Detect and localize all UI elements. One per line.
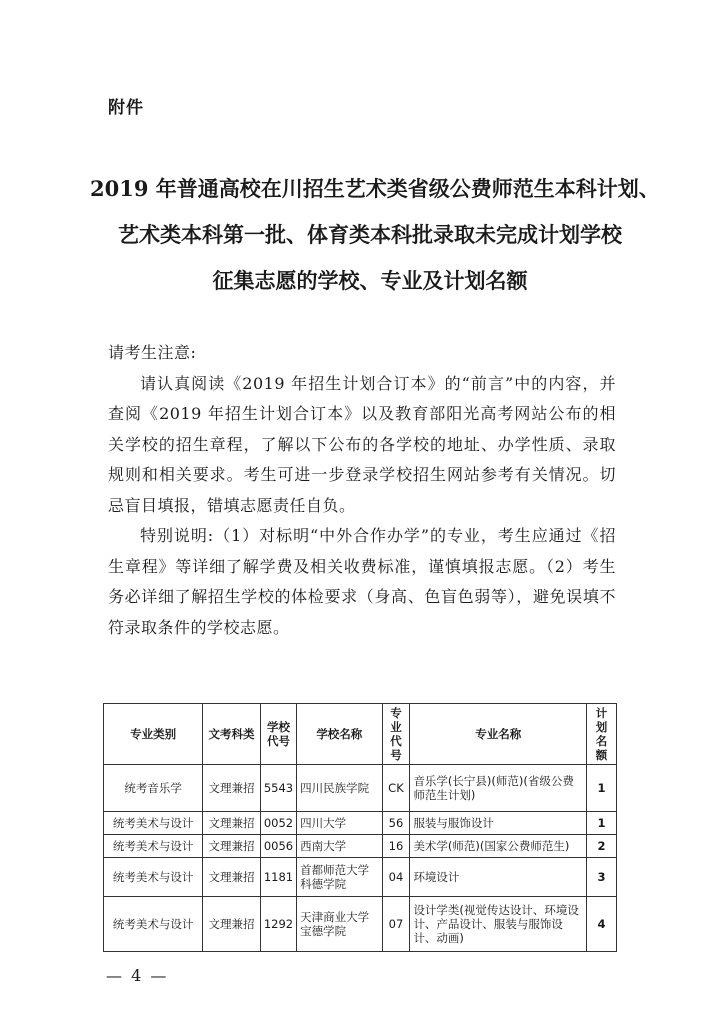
notice-paragraph-2: 特别说明:（1）对标明“中外合作办学”的专业，考生应通过《招生章程》等详细了解学费及相关收费标准，谨慎填报志愿。（2）考生务必详细了解招生学校的体检要求（身高、色盲色弱等），避免误填不符录取条件的学校志愿。 xyxy=(108,526,616,637)
header-quota: 计划名额 xyxy=(587,704,617,765)
cell-subject: 文理兼招 xyxy=(203,765,261,812)
notice-heading: 请考生注意: xyxy=(108,343,197,362)
cell-major-code: 56 xyxy=(382,812,410,835)
cell-school-name: 四川民族学院 xyxy=(297,765,382,812)
notice-section xyxy=(108,338,616,643)
cell-school-name: 首都师范大学科德学院 xyxy=(297,858,382,897)
cell-school-code: 0052 xyxy=(260,812,296,835)
cell-major-name: 设计学类(视觉传达设计、环境设计、产品设计、服装与服饰设计、动画) xyxy=(410,897,587,952)
title-line-1: 2019 年普通高校在川招生艺术类省级公费师范生本科计划、 xyxy=(90,176,660,201)
cell-school-name: 天津商业大学宝德学院 xyxy=(297,897,382,952)
attachment-label: 附件 xyxy=(108,98,144,118)
cell-subject: 文理兼招 xyxy=(203,897,261,952)
header-major-name: 专业名称 xyxy=(410,704,587,765)
table-row xyxy=(104,897,617,952)
header-major-code: 专业代号 xyxy=(382,704,410,765)
cell-category: 统考美术与设计 xyxy=(104,835,203,858)
title-line-2: 艺术类本科第一批、体育类本科批录取未完成计划学校 xyxy=(118,222,622,247)
cell-school-name: 西南大学 xyxy=(297,835,382,858)
cell-school-code: 5543 xyxy=(260,765,296,812)
cell-major-name: 环境设计 xyxy=(410,858,587,897)
header-school-code: 学校代号 xyxy=(260,704,296,765)
cell-school-name: 四川大学 xyxy=(297,812,382,835)
cell-quota: 4 xyxy=(587,897,617,952)
title-line-3: 征集志愿的学校、专业及计划名额 xyxy=(212,268,528,293)
cell-school-code: 1292 xyxy=(260,897,296,952)
cell-quota: 1 xyxy=(587,765,617,812)
cell-major-name: 服装与服饰设计 xyxy=(410,812,587,835)
table-row xyxy=(104,812,617,835)
cell-school-code: 1181 xyxy=(260,858,296,897)
cell-major-code: 16 xyxy=(382,835,410,858)
cell-subject: 文理兼招 xyxy=(203,858,261,897)
page-number: — 4 — xyxy=(106,966,169,985)
cell-quota: 2 xyxy=(587,835,617,858)
cell-category: 统考美术与设计 xyxy=(104,897,203,952)
cell-subject: 文理兼招 xyxy=(203,812,261,835)
cell-major-code: 07 xyxy=(382,897,410,952)
table-header-row xyxy=(104,704,617,765)
table-row xyxy=(104,835,617,858)
cell-major-name: 美术学(师范)(国家公费师范生) xyxy=(410,835,587,858)
cell-category: 统考美术与设计 xyxy=(104,858,203,897)
cell-quota: 1 xyxy=(587,812,617,835)
cell-subject: 文理兼招 xyxy=(203,835,261,858)
header-category: 专业类别 xyxy=(104,704,203,765)
cell-major-name: 音乐学(长宁县)(师范)(省级公费师范生计划) xyxy=(410,765,587,812)
cell-major-code: CK xyxy=(382,765,410,812)
notice-paragraph-1: 请认真阅读《2019 年招生计划合订本》的“前言”中的内容，并查阅《2019 年招生计划合订本》以及教育部阳光高考网站公布的相关学校的招生章程，了解以下公布的各学校的地址、办学性质、录取规则和相关要求。考生可进一步登录学校招生网站参考有关情况。切忌盲目填报，错填志愿责任自负。 xyxy=(108,373,616,515)
cell-quota: 3 xyxy=(587,858,617,897)
header-school-name: 学校名称 xyxy=(297,704,382,765)
cell-school-code: 0056 xyxy=(260,835,296,858)
header-subject: 文考科类 xyxy=(203,704,261,765)
cell-category: 统考音乐学 xyxy=(104,765,203,812)
document-title xyxy=(90,166,660,304)
table-row xyxy=(104,858,617,897)
cell-category: 统考美术与设计 xyxy=(104,812,203,835)
plan-table xyxy=(103,703,617,952)
cell-major-code: 04 xyxy=(382,858,410,897)
table-row xyxy=(104,765,617,812)
